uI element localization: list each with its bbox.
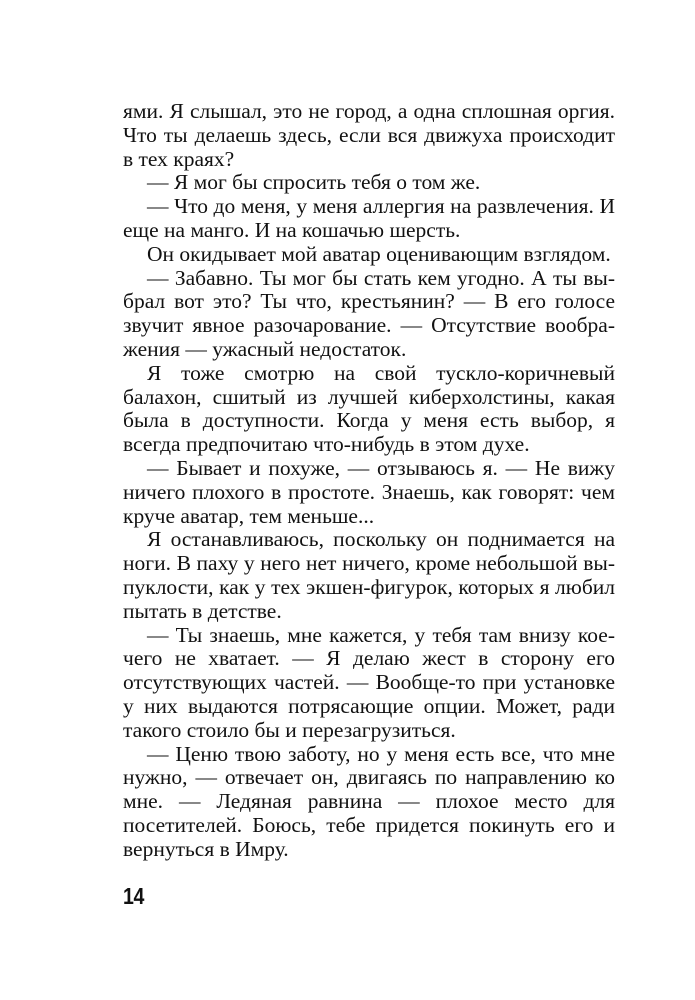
paragraph-9: — Ты знаешь, мне кажется, у тебя там внизу кое-чего не хватает. — Я делаю жест в сторону его отсутствующих частей. — Вообще-то при установке у них выдаются потрясающие опции. Может, ради такого стоило бы и перезагрузиться. <box>123 622 615 742</box>
paragraph-3: — Что до меня, у меня аллергия на развлечения. И еще на манго. И на кошачью шерсть. <box>123 194 615 242</box>
body-text <box>123 100 615 862</box>
paragraph-8: Я останавливаюсь, поскольку он поднимается на ноги. В паху у него нет ничего, кроме небольшой выпуклости, как у тех экшен-фигурок, которых я любил пытать в детстве. <box>123 527 615 623</box>
paragraph-2: — Я мог бы спросить тебя о том же. <box>147 170 481 195</box>
paragraph-5: — Забавно. Ты мог бы стать кем угодно. А ты выбрал вот это? Ты что, крестьянин? — В его голосе звучит явное разочарование. — Отсутствие воображения — ужасный недостаток. <box>123 265 615 361</box>
paragraph-10: — Ценю твою заботу, но у меня есть все, что мне нужно, — отвечает он, двигаясь по направлению ко мне. — Ледяная равнина — плохое место для посетителей. Боюсь, тебе придется покинуть его и вернуться в Имру. <box>123 741 615 861</box>
paragraph-4: Он окидывает мой аватар оценивающим взглядом. <box>147 241 611 266</box>
paragraph-1: ями. Я слышал, это не город, а одна сплошная оргия. Что ты делаешь здесь, если вся движуха происходит в тех краях? <box>123 99 615 171</box>
paragraph-6: Я тоже смотрю на свой тускло-коричневый балахон, сшитый из лучшей киберхолстины, какая была в доступности. Когда у меня есть выбор, я всегда предпочитаю что-нибудь в этом духе. <box>123 360 615 457</box>
paragraph-7: — Бывает и похуже, — отзываюсь я. — Не вижу ничего плохого в простоте. Знаешь, как говорят: чем круче аватар, тем меньше... <box>123 455 615 528</box>
page-number: 14 <box>123 883 144 909</box>
